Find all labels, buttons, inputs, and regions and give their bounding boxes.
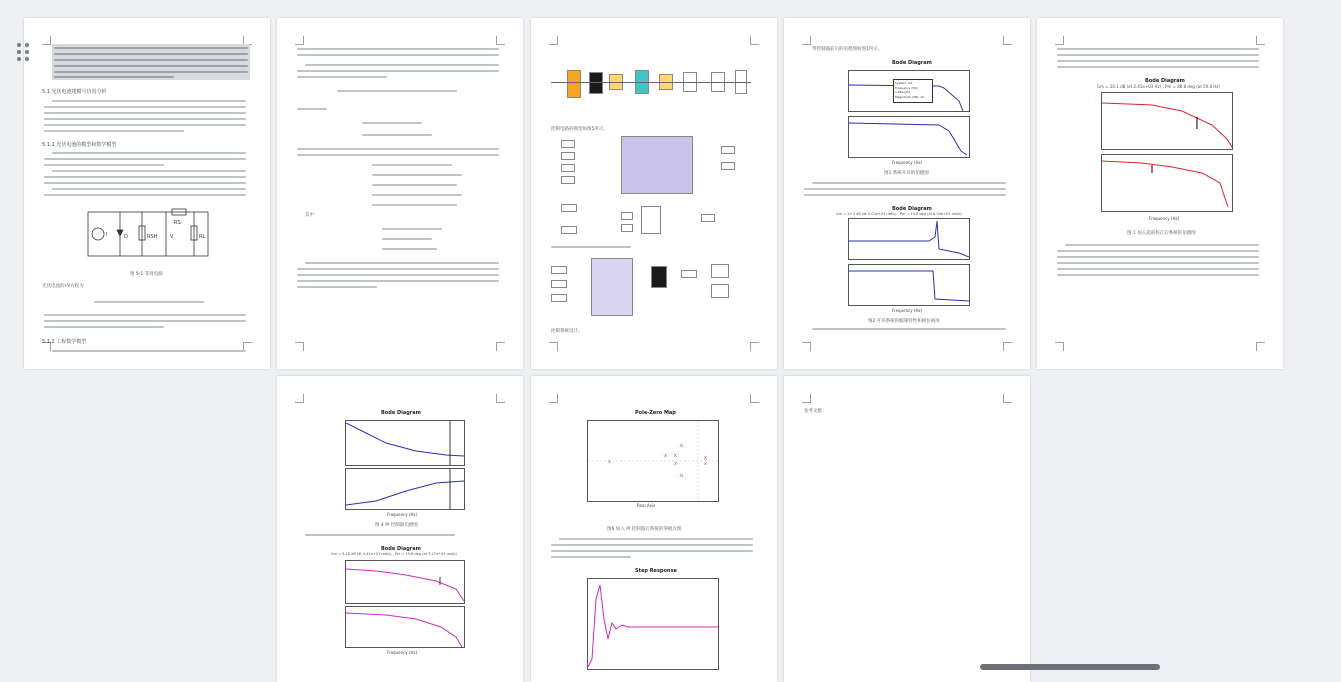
svg-text:RS: RS — [174, 220, 181, 226]
svg-text:RL: RL — [199, 234, 206, 240]
figure-caption: 图 1 加入超前校正后系统的伯德图 — [1127, 231, 1196, 236]
document-page-5[interactable] — [1037, 18, 1283, 369]
drag-handle-icon[interactable] — [15, 44, 31, 60]
simulink-control-diagram — [551, 256, 751, 316]
svg-text:o: o — [680, 443, 684, 449]
phase-plot — [345, 468, 465, 510]
body-text: 控制系统设计。 — [551, 329, 583, 334]
x-axis-label: Frequency (Hz) — [387, 512, 418, 517]
document-page-7[interactable] — [531, 376, 777, 682]
datatip-line: Frequency (Hz): 1.65e+03 — [895, 85, 919, 94]
phase-plot — [848, 116, 970, 158]
body-text: 带控制器前后的伯德图如图1所示。 — [812, 47, 883, 52]
document-page-2[interactable] — [277, 18, 523, 369]
svg-text:I: I — [106, 232, 108, 238]
magnitude-plot — [1101, 92, 1233, 150]
document-page-1[interactable] — [24, 18, 270, 369]
plot-subtitle: Gm = 6.18 dB (at 4.41e+03 rad/s) , Pm = 15.8 deg (at 3.27e+03 rad/s) — [331, 552, 457, 556]
plot-title: Bode Diagram — [892, 206, 932, 212]
x-axis-label: Real Axis — [637, 503, 656, 508]
figure-caption: 图2 开环系统的幅频特性和相位裕度 — [868, 319, 940, 324]
svg-text:x: x — [704, 461, 707, 467]
plot-subtitle: Gm = 24.3 dB (at 5.02e+03 rad/s) , Pm = 15.8 deg (at 6.04e+03 rad/s) — [836, 212, 962, 216]
datatip-line: Magnitude (dB): 10 — [895, 94, 924, 99]
phase-plot — [848, 264, 970, 306]
plot-title: Pole-Zero Map — [635, 410, 676, 416]
body-text: 其中 — [305, 213, 314, 218]
plot-title: Bode Diagram — [381, 410, 421, 416]
section-heading: 5.1 光伏电池建模与仿真分析 — [42, 89, 107, 95]
datatip-line: System: G1 — [895, 81, 913, 85]
plot-title: Bode Diagram — [1145, 78, 1185, 84]
body-text: 参考文献： — [804, 409, 827, 414]
svg-text:x: x — [664, 453, 667, 459]
figure-caption: 图6 加入 PI 控制器后系统的零极点图 — [607, 527, 682, 532]
magnitude-plot — [848, 218, 970, 260]
plot-subtitle: Gm = 20.1 dB (at 2.45e+03 Hz) , Pm = 88.8 deg (at 59.8 Hz) — [1097, 84, 1220, 89]
svg-text:x: x — [704, 455, 707, 461]
horizontal-scrollbar[interactable] — [980, 664, 1160, 670]
subsystem-diagram — [561, 136, 751, 192]
margin-mark — [42, 36, 51, 45]
text-selection-highlight — [52, 44, 250, 80]
document-page-8[interactable] — [784, 376, 1030, 682]
figure-caption: 图 4 PI 控制器伯德图 — [375, 523, 418, 528]
body-text: 光伏电池的I-V方程为 — [42, 284, 84, 289]
svg-text:V: V — [170, 234, 174, 240]
document-page-4[interactable] — [784, 18, 1030, 369]
x-axis-label: Frequency (Hz) — [892, 308, 923, 313]
document-page-3[interactable] — [531, 18, 777, 369]
figure-caption: 图1 系统开环的伯德图 — [884, 171, 929, 176]
equivalent-circuit-figure — [84, 204, 214, 264]
svg-text:o: o — [680, 473, 684, 479]
x-axis-label: Frequency (Hz) — [892, 160, 923, 165]
svg-text:x: x — [674, 461, 677, 467]
phase-plot — [1101, 154, 1233, 212]
subsection-heading: 5.1.2 工程数学模型 — [42, 339, 87, 345]
figure-caption: 图 5-1 等效电路 — [130, 272, 163, 277]
svg-text:D: D — [124, 234, 128, 240]
magnitude-plot — [345, 420, 465, 466]
document-page-6[interactable] — [277, 376, 523, 682]
body-text: 控制电路的模型如图5所示。 — [551, 127, 608, 132]
step-response-plot — [587, 578, 719, 670]
simulink-model-diagram — [551, 58, 751, 116]
plot-title: Step Response — [635, 568, 677, 574]
svg-text:x: x — [608, 459, 611, 465]
svg-text:x: x — [674, 453, 677, 459]
magnitude-plot — [848, 70, 970, 112]
magnitude-plot — [345, 560, 465, 604]
plot-title: Bode Diagram — [892, 60, 932, 66]
svg-text:RSH: RSH — [147, 234, 158, 240]
subsection-heading: 5.1.1 光伏电池的模型和数学模型 — [42, 142, 117, 148]
x-axis-label: Frequency (Hz) — [387, 650, 418, 655]
pole-zero-plot — [587, 420, 719, 502]
plot-title: Bode Diagram — [381, 546, 421, 552]
x-axis-label: Frequency (Hz) — [1149, 216, 1180, 221]
control-diagram — [561, 200, 751, 240]
phase-plot — [345, 606, 465, 648]
